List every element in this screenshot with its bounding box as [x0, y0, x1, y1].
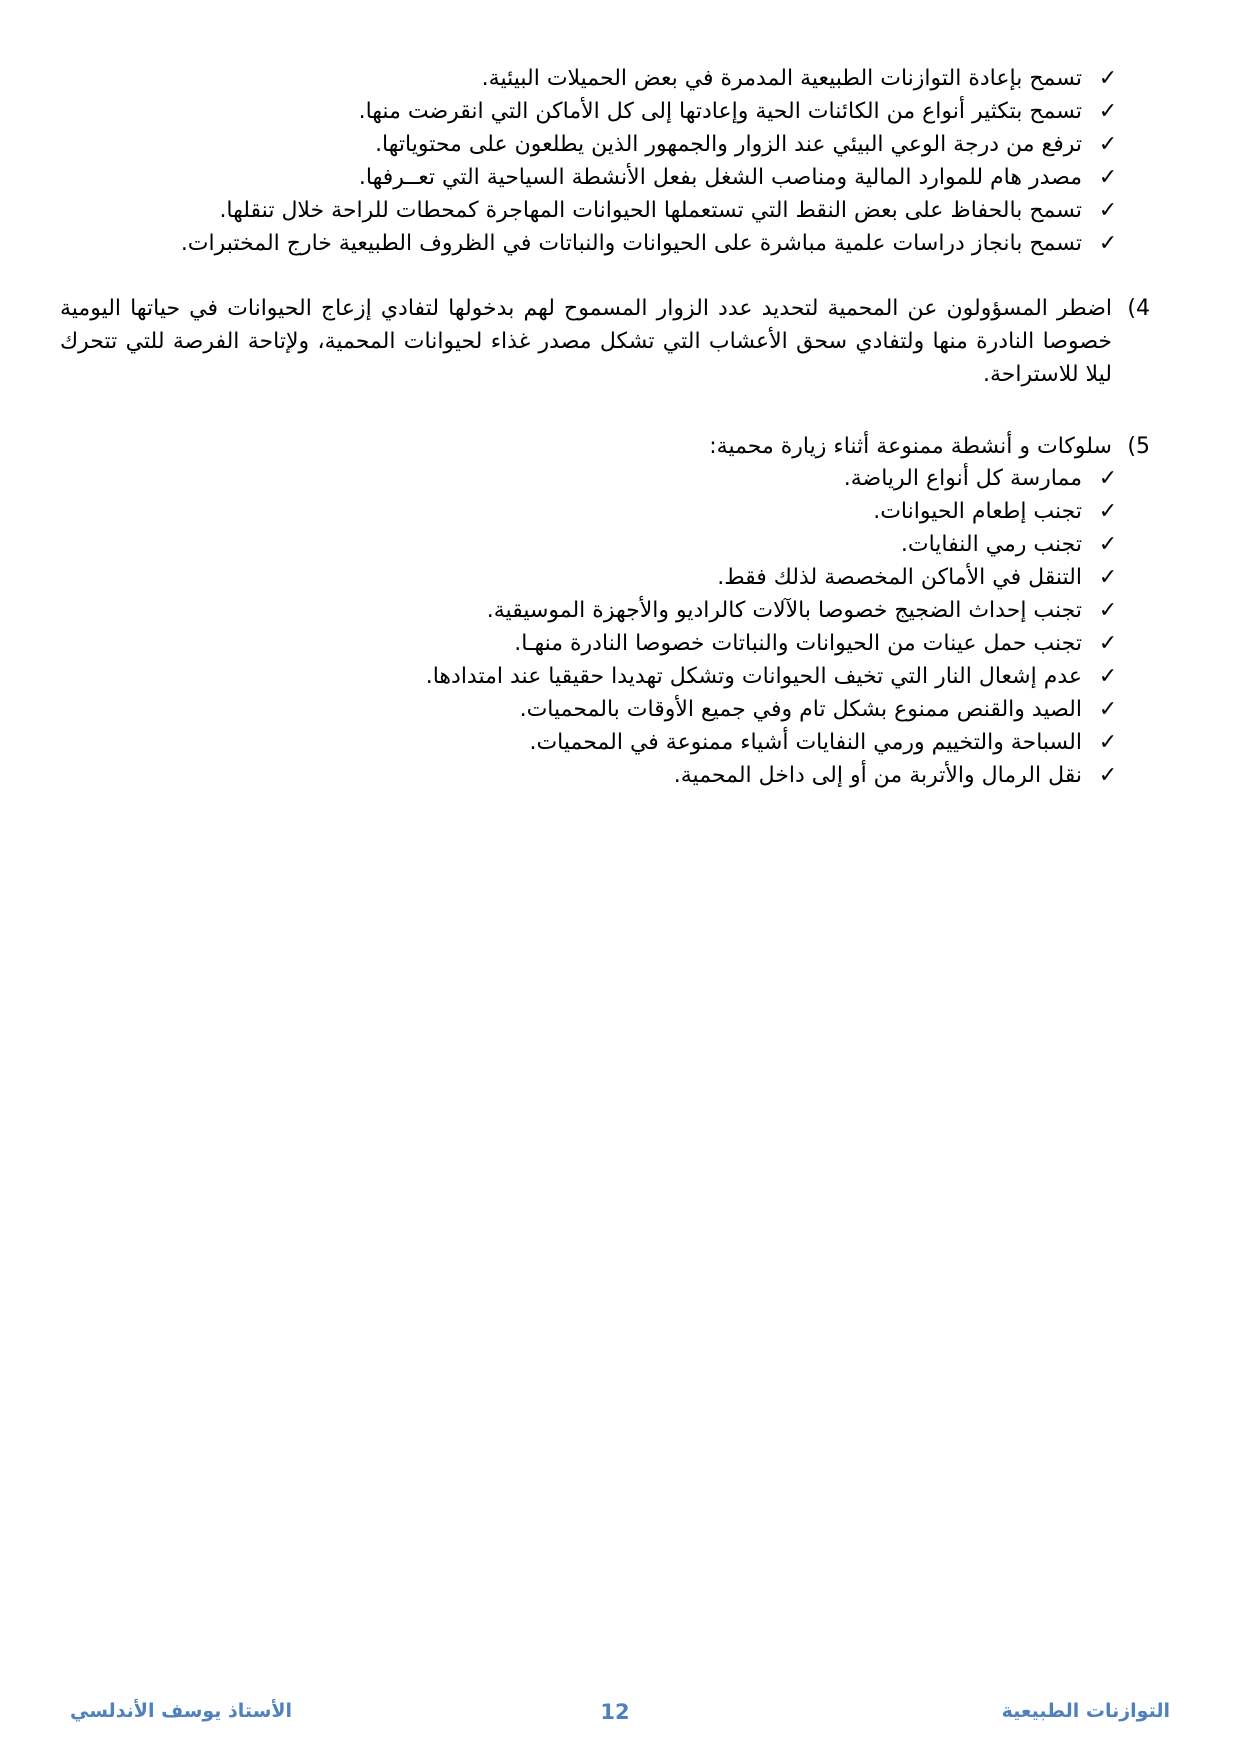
list-item [112, 594, 1122, 627]
list-item [112, 194, 1122, 227]
list-item-text: تجنب حمل عينات من الحيوانات والنباتات خصوصا النادرة منهـا. [514, 631, 1082, 656]
numbered-item-4 [60, 292, 1150, 391]
check-mark-icon: ✓ [1098, 165, 1118, 190]
list-item [112, 726, 1122, 759]
check-mark-icon: ✓ [1098, 763, 1118, 788]
item-paragraph: اضطر المسؤولون عن المحمية لتحديد عدد الزوار المسموح لهم بدخولها لتفادي إزعاج الحيوانات في حياتها اليومية خصوصا النادرة منها ولتفادي سحق الأعشاب التي تشكل مصدر غذاء لحيوانات المحمية، ولإتاحة الفرصة للتي تتحرك ليلا للاستراحة. [60, 296, 1112, 387]
list-item [112, 561, 1122, 594]
item-number: 5) [1127, 434, 1150, 459]
list-item-text: تسمح بتكثير أنواع من الكائنات الحية وإعادتها إلى كل الأماكن التي انقرضت منها. [358, 99, 1082, 124]
list-item [112, 528, 1122, 561]
list-item [112, 95, 1122, 128]
footer-author: الأستاذ يوسف الأندلسي [70, 1700, 293, 1722]
list-item-text: عدم إشعال النار التي تخيف الحيوانات وتشكل تهديدا حقيقيا عند امتدادها. [425, 664, 1082, 689]
check-mark-icon: ✓ [1098, 631, 1118, 656]
list-item-text: نقل الرمال والأتربة من أو إلى داخل المحمية. [673, 763, 1082, 788]
item-heading: سلوكات و أنشطة ممنوعة أثناء زيارة محمية: [709, 434, 1112, 459]
check-mark-icon: ✓ [1098, 664, 1118, 689]
list-item-text: ممارسة كل أنواع الرياضة. [843, 466, 1082, 491]
check-mark-icon: ✓ [1098, 99, 1118, 124]
list-item [112, 759, 1122, 792]
list-item-text: تسمح بالحفاظ على بعض النقط التي تستعملها الحيوانات المهاجرة كمحطات للراحة خلال تنقلها. [219, 198, 1082, 223]
list-item [112, 161, 1122, 194]
benefits-list [112, 62, 1122, 260]
list-item-text: مصدر هام للموارد المالية ومناصب الشغل بفعل الأنشطة السياحية التي تعــرفها. [358, 165, 1082, 190]
numbered-item-5 [60, 430, 1150, 463]
list-item [112, 128, 1122, 161]
list-item [112, 495, 1122, 528]
list-item-text: تجنب إطعام الحيوانات. [873, 499, 1082, 524]
list-item [112, 660, 1122, 693]
check-mark-icon: ✓ [1098, 132, 1118, 157]
item-number: 4) [1127, 296, 1150, 321]
check-mark-icon: ✓ [1098, 565, 1118, 590]
check-mark-icon: ✓ [1098, 598, 1118, 623]
list-item [112, 627, 1122, 660]
check-mark-icon: ✓ [1098, 198, 1118, 223]
check-mark-icon: ✓ [1098, 231, 1118, 256]
list-item-text: ترفع من درجة الوعي البيئي عند الزوار والجمهور الذين يطلعون على محتوياتها. [375, 132, 1082, 157]
list-item-text: تسمح بإعادة التوازنات الطبيعية المدمرة في بعض الحميلات البيئية. [481, 66, 1082, 91]
list-item-text: تجنب رمي النفايات. [900, 532, 1082, 557]
check-mark-icon: ✓ [1098, 730, 1118, 755]
forbidden-behaviors-list [112, 462, 1122, 792]
list-item [112, 693, 1122, 726]
check-mark-icon: ✓ [1098, 66, 1118, 91]
list-item-text: تسمح بانجاز دراسات علمية مباشرة على الحيوانات والنباتات في الظروف الطبيعية خارج المختبرات. [180, 231, 1082, 256]
check-mark-icon: ✓ [1098, 499, 1118, 524]
list-item-text: السباحة والتخييم ورمي النفايات أشياء ممنوعة في المحميات. [529, 730, 1082, 755]
list-item-text: تجنب إحداث الضجيج خصوصا بالآلات كالراديو والأجهزة الموسيقية. [486, 598, 1082, 623]
list-item [112, 462, 1122, 495]
check-mark-icon: ✓ [1098, 532, 1118, 557]
list-item [112, 62, 1122, 95]
check-mark-icon: ✓ [1098, 697, 1118, 722]
footer-subject: التوازنات الطبيعية [1001, 1700, 1170, 1722]
list-item-text: التنقل في الأماكن المخصصة لذلك فقط. [717, 565, 1082, 590]
footer-page-number: 12 [600, 1700, 630, 1724]
list-item [112, 227, 1122, 260]
page-footer [60, 1700, 1170, 1732]
list-item-text: الصيد والقنص ممنوع بشكل تام وفي جميع الأوقات بالمحميات. [519, 697, 1082, 722]
check-mark-icon: ✓ [1098, 466, 1118, 491]
